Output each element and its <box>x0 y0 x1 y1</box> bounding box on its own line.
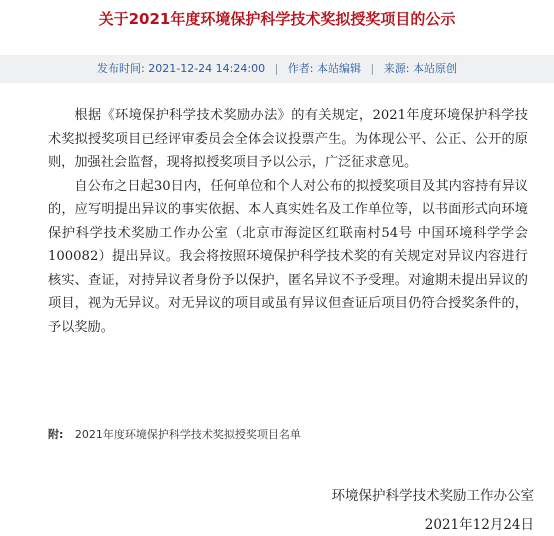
article-title: 关于2021年度环境保护科学技术奖拟授奖项目的公示 <box>98 10 456 28</box>
author-value: 本站编辑 <box>317 62 362 75</box>
attachment-link[interactable]: 2021年度环境保护科学技术奖拟授奖项目名单 <box>74 428 301 441</box>
signature-office: 环境保护科学技术奖励工作办公室 <box>331 488 534 504</box>
signature-date: 2021年12月24日 <box>424 517 534 533</box>
meta-separator: | <box>274 62 279 75</box>
article-body <box>48 104 528 339</box>
article-meta-bar <box>0 55 554 83</box>
body-paragraph-1: 根据《环境保护科学技术奖励办法》的有关规定，2021年度环境保护科学技术奖拟授奖项目已经评审委员会全体会议投票产生。为体现公平、公正、公开的原则，加强社会监督，现将拟授奖项目予以公示，广泛征求意见。 <box>48 108 528 170</box>
body-paragraph-2: 自公布之日起30日内，任何单位和个人对公布的拟授奖项目及其内容持有异议的，应写明提出异议的事实依据、本人真实姓名及工作单位等，以书面形式向环境保护科学技术奖励工作办公室（北京市海淀区红联南村54号 中国环境科学学会 100082）提出异议。我会将按照环境保护科学技术奖的有关规定对异议内容进行核实、查证，对持异议者身份予以保护，匿名异议不予受理。对逾期未提出异议的项目，视为无异议。对无异议的项目或虽有异议但查证后项目仍符合授奖条件的，予以奖励。 <box>48 178 528 335</box>
attachment-row <box>48 426 301 442</box>
meta-separator: | <box>370 62 375 75</box>
source-value: 本站原创 <box>412 62 457 75</box>
author-label: 作者: <box>287 62 314 75</box>
attachment-label: 附: <box>48 428 64 441</box>
published-value: 2021-12-24 14:24:00 <box>148 62 266 75</box>
source-label: 来源: <box>383 62 410 75</box>
published-label: 发布时间: <box>97 62 145 75</box>
